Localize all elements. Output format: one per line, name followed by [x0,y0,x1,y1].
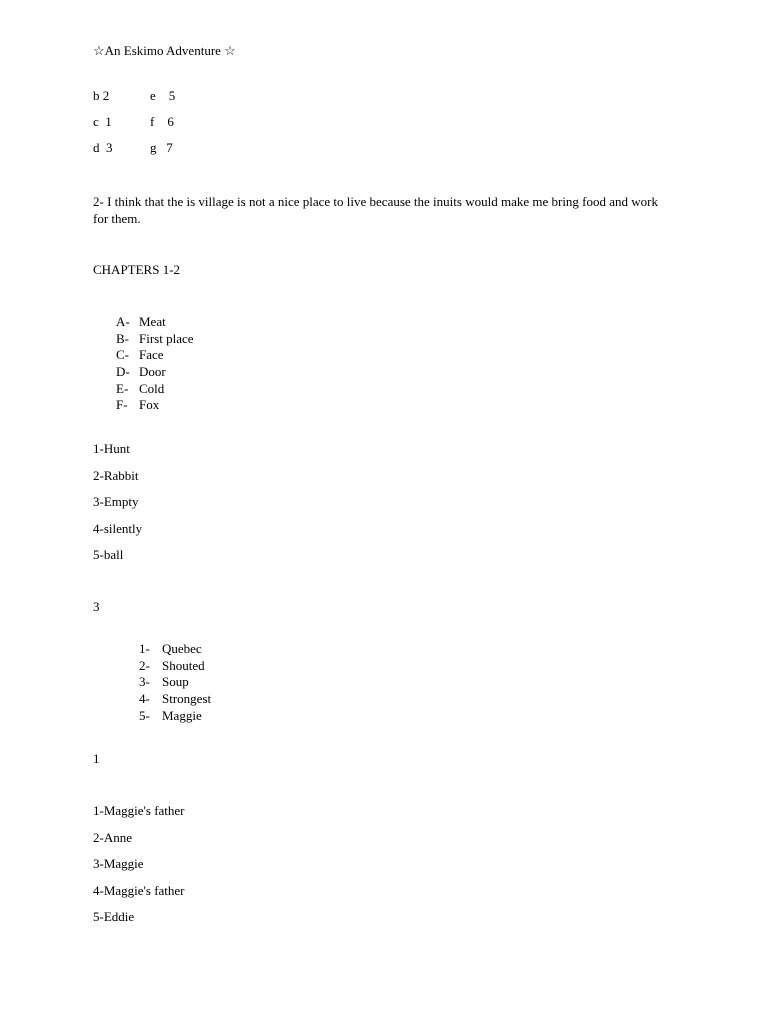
pair-left: b 2 [93,88,110,103]
answer-item: 4-silently [93,520,143,536]
list-item [116,364,194,381]
list-item [139,641,211,658]
pair-right: f 6 [150,114,174,129]
pair-row [93,114,175,140]
list-text: First place [139,330,194,346]
list-marker: 1- [139,641,150,656]
list-item [139,708,211,725]
list-text: Shouted [162,657,205,673]
list-text: Fox [139,397,160,413]
list-marker: 2- [139,657,150,673]
answer-item: 3-Maggie [93,856,144,871]
answer-item: 3-Empty [93,494,139,509]
list-marker: A- [116,314,130,329]
list-text: Soup [162,674,189,690]
answer-item: 1-Hunt [93,441,130,456]
list-marker: C- [116,347,129,363]
question-2-paragraph: 2- I think that the is village is not a nice place to live because the inuits would make me bring food and work for them. [93,194,658,226]
pair-right: g 7 [150,140,173,155]
list-item [139,674,211,691]
list-text: Door [139,364,166,380]
list-item [116,347,194,364]
pair-row [93,88,175,114]
list-item [116,314,194,331]
answer-item: 4-Maggie's father [93,882,185,898]
list-item [139,691,211,708]
answer-item: 1-Maggie's father [93,803,185,818]
section-1-label: 1 [93,751,100,766]
list-marker: F- [116,397,128,413]
list-marker: 3- [139,674,150,690]
list-text: Face [139,347,164,363]
list-marker: E- [116,380,129,396]
answer-item: 5-ball [93,547,124,562]
pair-right: e 5 [150,88,176,103]
answer-item: 2-Anne [93,829,132,845]
list-text: Cold [139,380,165,396]
matching-pairs [93,88,175,166]
number-list [139,641,211,724]
list-marker: B- [116,330,129,346]
document-title: ☆An Eskimo Adventure ☆ [93,43,236,58]
list-item [139,658,211,675]
pair-row [93,140,175,166]
pair-left: d 3 [93,140,113,155]
list-text: Meat [139,314,166,329]
list-item [116,381,194,398]
pair-left: c 1 [93,114,112,129]
answer-item: 2-Rabbit [93,467,139,483]
answers-list-b [93,803,185,936]
letter-list [116,314,194,414]
list-marker: D- [116,364,130,380]
chapters-heading: CHAPTERS 1-2 [93,262,181,277]
list-marker: 4- [139,691,150,707]
list-text: Maggie [162,707,202,723]
list-text: Strongest [162,691,212,707]
list-item [116,397,194,414]
answer-item: 5-Eddie [93,909,135,924]
list-item [116,331,194,348]
list-text: Quebec [162,641,202,656]
list-marker: 5- [139,707,150,723]
answers-list-a [93,441,142,574]
section-3-label: 3 [93,599,100,614]
